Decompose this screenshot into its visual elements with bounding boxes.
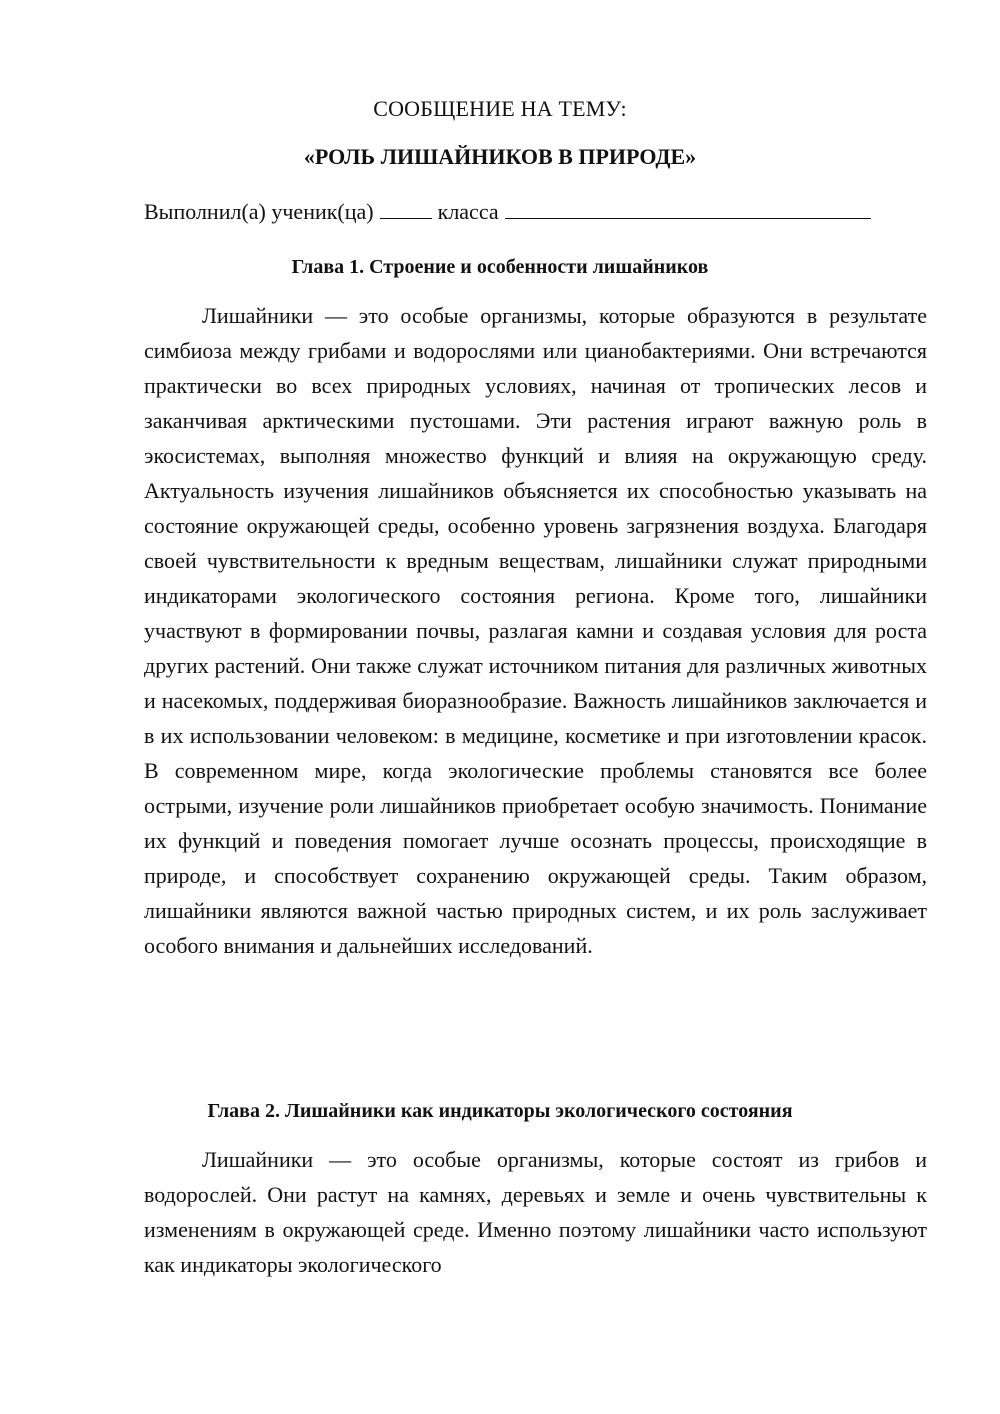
name-blank — [505, 198, 871, 219]
chapter-2-paragraph: Лишайники — это особые организмы, которые состоят из грибов и водорослей. Они растут на камнях, деревьях и земле и очень чувствительны к изменениям в окружающей среде. Именно поэтому лишайники часто используют как индикаторы экологического — [144, 1147, 927, 1277]
document-title-line-2: «РОЛЬ ЛИШАЙНИКОВ В ПРИРОДЕ» — [303, 144, 697, 169]
author-line-prefix: Выполнил(а) ученик(ца) — [144, 199, 374, 224]
chapter-1-paragraph: Лишайники — это особые организмы, которые образуются в результате симбиоза между грибами и водорослями или цианобактериями. Они встречаются практически во всех природных условиях, начиная от тропических лесов и заканчивая арктическими пустошами. Эти растения играют важную роль в экосистемах, выполняя множество функций и влияя на окружающую среду. Актуальность изучения лишайников объясняется их способностью указывать на состояние окружающей среды, особенно уровень загрязнения воздуха. Благодаря своей чувствительности к вредным веществам, лишайники служат природными индикаторами экологического состояния региона. Кроме того, лишайники участвуют в формировании почвы, разлагая камни и создавая условия для роста других растений. Они также служат источником питания для различных животных и насекомых, поддерживая биоразнообразие. Важность лишайников заключается и в их использовании человеком: в медицине, косметике и при изготовлении красок. В современном мире, когда экологические проблемы становятся все более острыми, изучение роли лишайников приобретает особую значимость. Понимание их функций и поведения помогает лучше осознать процессы, происходящие в природе, и способствует сохранению окружающей среды. Таким образом, лишайники являются важной частью природных систем, и их роль заслуживает особого внимания и дальнейших исследований. — [144, 303, 927, 958]
document-title-line-1: СООБЩЕНИЕ НА ТЕМУ: — [373, 96, 627, 121]
chapter-1-heading: Глава 1. Строение и особенности лишайников — [291, 256, 709, 278]
author-line — [144, 198, 871, 225]
grade-blank — [380, 198, 432, 219]
chapter-2-heading: Глава 2. Лишайники как индикаторы экологического состояния — [207, 1100, 793, 1122]
author-line-middle: класса — [437, 199, 499, 224]
